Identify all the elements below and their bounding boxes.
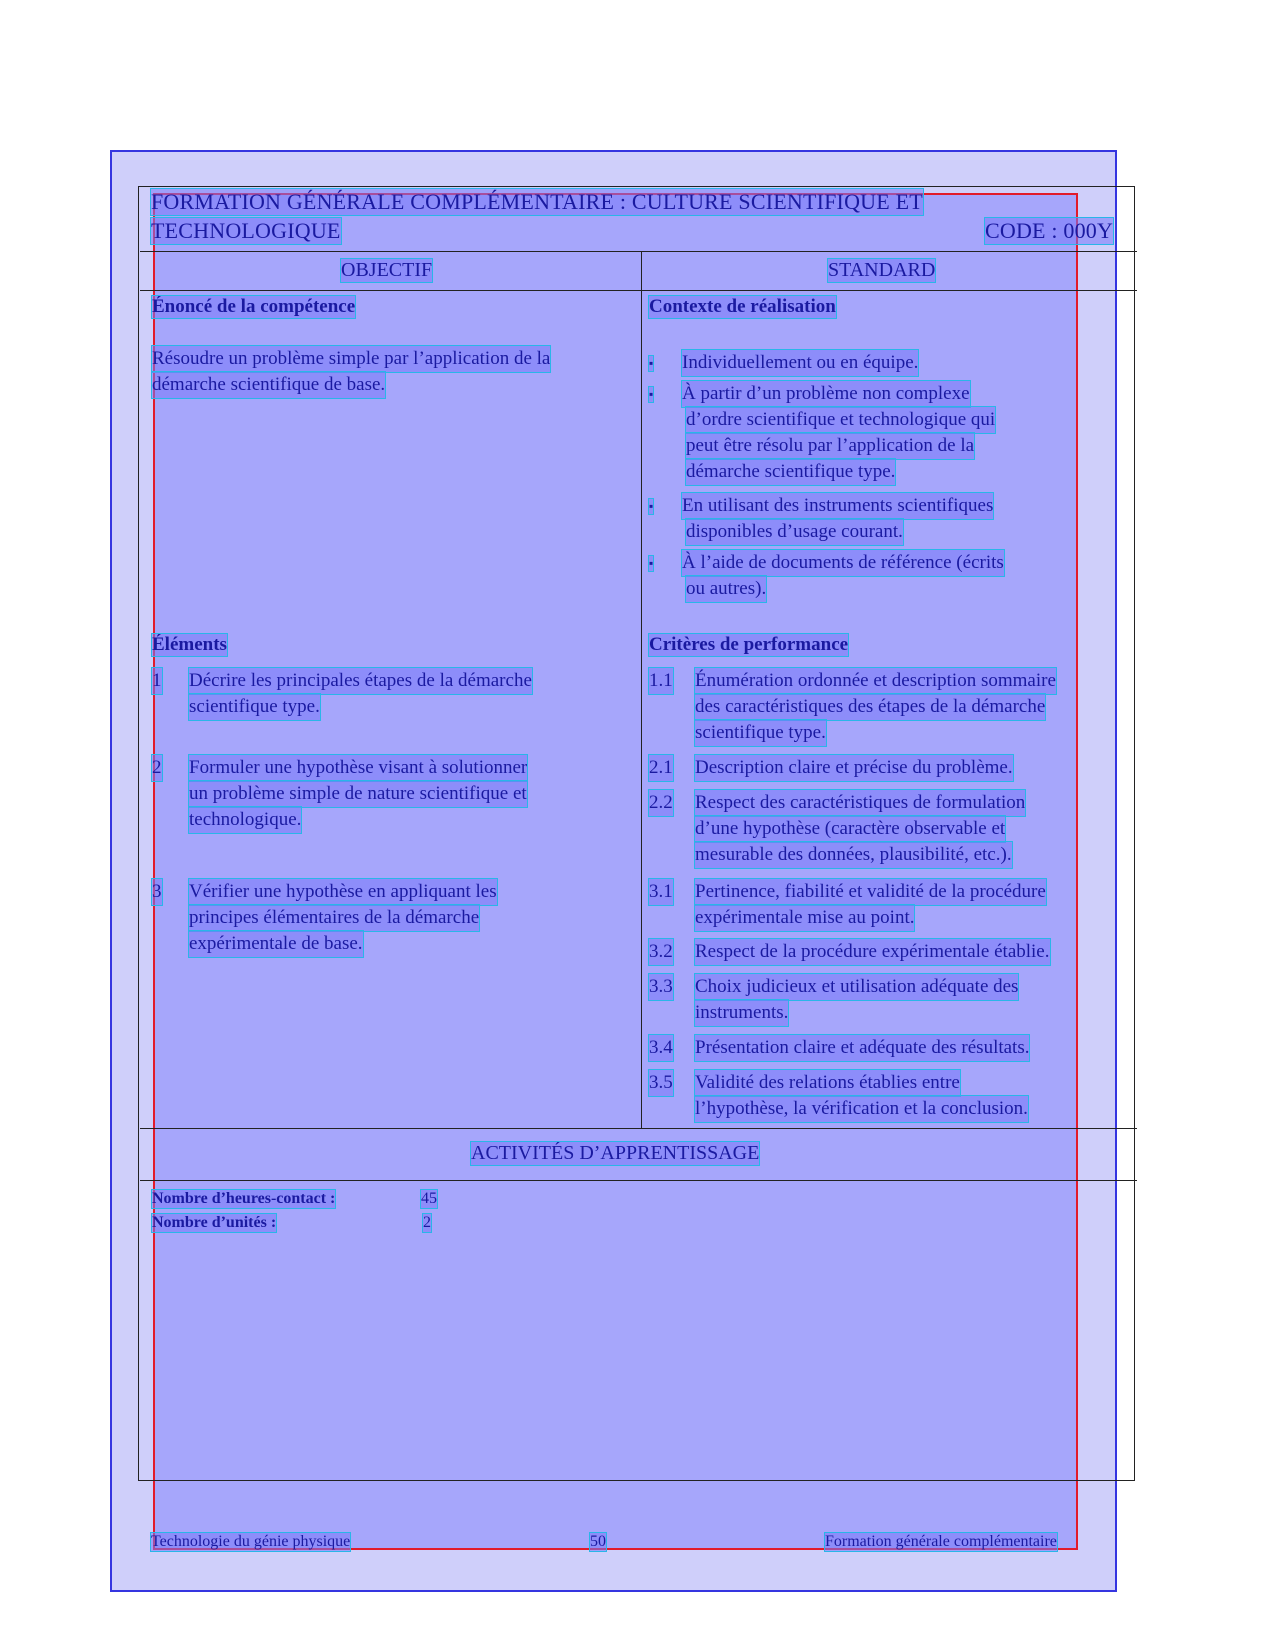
criterion-number: 3.2 xyxy=(649,939,673,965)
rule-below-activities xyxy=(140,1180,1137,1181)
rule-above-activities xyxy=(140,1128,1137,1129)
competence-text-line1: Résoudre un problème simple par l’application de la xyxy=(152,346,550,372)
element-line: scientifique type. xyxy=(189,694,320,720)
criterion-number: 2.1 xyxy=(649,755,673,781)
competence-text-line2: démarche scientifique de base. xyxy=(152,372,385,398)
course-code: CODE : 000Y xyxy=(985,218,1114,243)
element-number: 1 xyxy=(152,668,162,694)
criterion-line: expérimentale mise au point. xyxy=(695,905,914,931)
criterion-line: scientifique type. xyxy=(695,720,826,746)
criterion-line: Pertinence, fiabilité et validité de la procédure xyxy=(695,879,1046,905)
criterion-line: Respect de la procédure expérimentale établie. xyxy=(695,939,1050,965)
criterion-number: 3.4 xyxy=(649,1035,673,1061)
context-item-line: démarche scientifique type. xyxy=(686,459,895,485)
rule-below-title xyxy=(140,251,1137,252)
context-heading: Contexte de réalisation xyxy=(649,296,836,317)
footer-right: Formation générale complémentaire xyxy=(825,1533,1057,1550)
element-line: un problème simple de nature scientifique et xyxy=(189,781,527,807)
units-value: 2 xyxy=(423,1214,431,1231)
criterion-number: 3.3 xyxy=(649,974,673,1000)
hours-label: Nombre d’heures-contact : xyxy=(152,1190,336,1207)
context-item-line: disponibles d’usage courant. xyxy=(686,519,903,545)
element-line: technologique. xyxy=(189,807,301,833)
context-item-line: À partir d’un problème non complexe xyxy=(682,381,970,407)
criterion-number: 3.5 xyxy=(649,1070,673,1096)
bullet-icon: ▪ xyxy=(649,387,654,401)
column-head-objectif: OBJECTIF xyxy=(341,259,433,281)
context-item-line: ou autres). xyxy=(686,576,766,602)
criterion-line: Validité des relations établies entre xyxy=(695,1070,960,1096)
element-line: Formuler une hypothèse visant à solutionner xyxy=(189,755,527,781)
context-item-line: En utilisant des instruments scientifiques xyxy=(682,493,993,519)
criterion-line: Choix judicieux et utilisation adéquate des xyxy=(695,974,1018,1000)
element-line: Vérifier une hypothèse en appliquant les xyxy=(189,879,497,905)
element-line: principes élémentaires de la démarche xyxy=(189,905,479,931)
criterion-line: Respect des caractéristiques de formulation xyxy=(695,790,1025,816)
criterion-line: instruments. xyxy=(695,1000,788,1026)
document-title-line1: FORMATION GÉNÉRALE COMPLÉMENTAIRE : CULTURE SCIENTIFIQUE ET xyxy=(151,189,923,214)
competence-heading: Énoncé de la compétence xyxy=(152,296,356,317)
criterion-line: d’une hypothèse (caractère observable et xyxy=(695,816,1005,842)
hours-value: 45 xyxy=(421,1190,437,1207)
column-divider xyxy=(641,251,642,1128)
context-item-line: À l’aide de documents de référence (écrits xyxy=(682,550,1004,576)
bullet-icon: ▪ xyxy=(649,499,654,513)
element-number: 2 xyxy=(152,755,162,781)
criterion-line: Énumération ordonnée et description sommaire xyxy=(695,668,1056,694)
criterion-number: 3.1 xyxy=(649,879,673,905)
context-item-line: d’ordre scientifique et technologique qui xyxy=(686,407,995,433)
criterion-line: l’hypothèse, la vérification et la conclusion. xyxy=(695,1096,1028,1122)
criterion-line: mesurable des données, plausibilité, etc.). xyxy=(695,842,1012,868)
bullet-icon: ▪ xyxy=(649,356,654,370)
activities-heading: ACTIVITÉS D’APPRENTISSAGE xyxy=(471,1142,760,1164)
page-number: 50 xyxy=(590,1533,606,1550)
bullet-icon: ▪ xyxy=(649,556,654,570)
criterion-line: des caractéristiques des étapes de la démarche xyxy=(695,694,1045,720)
criterion-line: Présentation claire et adéquate des résultats. xyxy=(695,1035,1029,1061)
rule-below-column-heads xyxy=(140,290,1137,291)
elements-heading: Éléments xyxy=(152,634,227,655)
column-head-standard: STANDARD xyxy=(828,259,936,281)
document-title-line2: TECHNOLOGIQUE xyxy=(151,218,341,243)
element-number: 3 xyxy=(152,879,162,905)
criterion-number: 2.2 xyxy=(649,790,673,816)
footer-left: Technologie du génie physique xyxy=(151,1533,351,1550)
criterion-number: 1.1 xyxy=(649,668,673,694)
context-item-line: peut être résolu par l’application de la xyxy=(686,433,974,459)
criteria-heading: Critères de performance xyxy=(649,634,849,655)
element-line: Décrire les principales étapes de la démarche xyxy=(189,668,532,694)
units-label: Nombre d’unités : xyxy=(152,1214,277,1231)
context-item-line: Individuellement ou en équipe. xyxy=(682,350,918,376)
element-line: expérimentale de base. xyxy=(189,931,363,957)
criterion-line: Description claire et précise du problème. xyxy=(695,755,1013,781)
